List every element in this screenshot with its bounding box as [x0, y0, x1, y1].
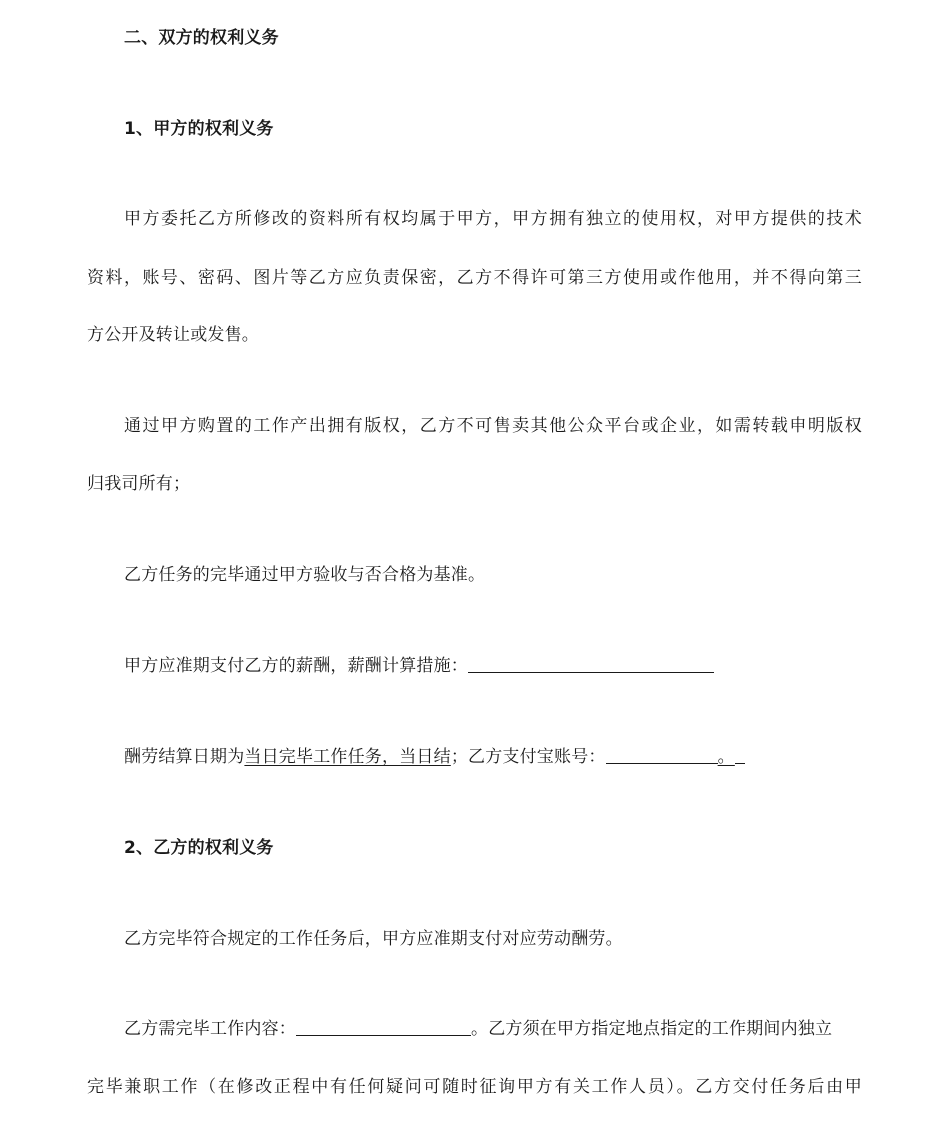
- paragraph-copyright-line-2: 归我司所有；: [87, 474, 191, 494]
- work-content-blank[interactable]: [296, 1017, 471, 1036]
- alipay-account-blank[interactable]: [606, 745, 718, 764]
- settlement-end: 。: [717, 747, 735, 767]
- work-content-label: 乙方需完毕工作内容：: [124, 1019, 296, 1039]
- work-content-rest: 。乙方须在甲方指定地点指定的工作期间内独立: [471, 1019, 833, 1039]
- paragraph-ownership-line-2: 资料，账号、密码、图片等乙方应负责保密，乙方不得许可第三方使用或作他用，并不得向第三: [87, 268, 862, 288]
- payment-method-blank[interactable]: [468, 654, 714, 673]
- paragraph-settlement: [124, 745, 862, 769]
- section-title: 二、双方的权利义务: [124, 28, 279, 48]
- paragraph-payment-method: [124, 654, 862, 678]
- paragraph-remuneration: 乙方完毕符合规定的工作任务后，甲方应准期支付对应劳动酬劳。: [124, 929, 623, 949]
- settlement-end-blank: [735, 745, 745, 764]
- subsection-title-party-a: 1、甲方的权利义务: [124, 119, 274, 139]
- paragraph-work-content-line-2: 完毕兼职工作（在修改正程中有任何疑问可随时征询甲方有关工作人员）。乙方交付任务后由甲: [87, 1077, 862, 1097]
- subsection-title-party-b: 2、乙方的权利义务: [124, 838, 274, 858]
- paragraph-ownership-line-1: 甲方委托乙方所修改的资料所有权均属于甲方，甲方拥有独立的使用权，对甲方提供的技术: [124, 209, 862, 229]
- settlement-date-value: 当日完毕工作任务，当日结: [244, 747, 451, 767]
- payment-method-label: 甲方应准期支付乙方的薪酬，薪酬计算措施：: [124, 656, 468, 676]
- paragraph-ownership-line-3: 方公开及转让或发售。: [87, 325, 259, 345]
- paragraph-copyright-line-1: 通过甲方购置的工作产出拥有版权，乙方不可售卖其他公众平台或企业，如需转载申明版权: [124, 416, 862, 436]
- settlement-middle: ；乙方支付宝账号：: [450, 747, 606, 767]
- paragraph-work-content-line-1: [124, 1017, 862, 1041]
- settlement-prefix: 酬劳结算日期为: [124, 747, 245, 767]
- paragraph-acceptance: 乙方任务的完毕通过甲方验收与否合格为基准。: [124, 565, 486, 585]
